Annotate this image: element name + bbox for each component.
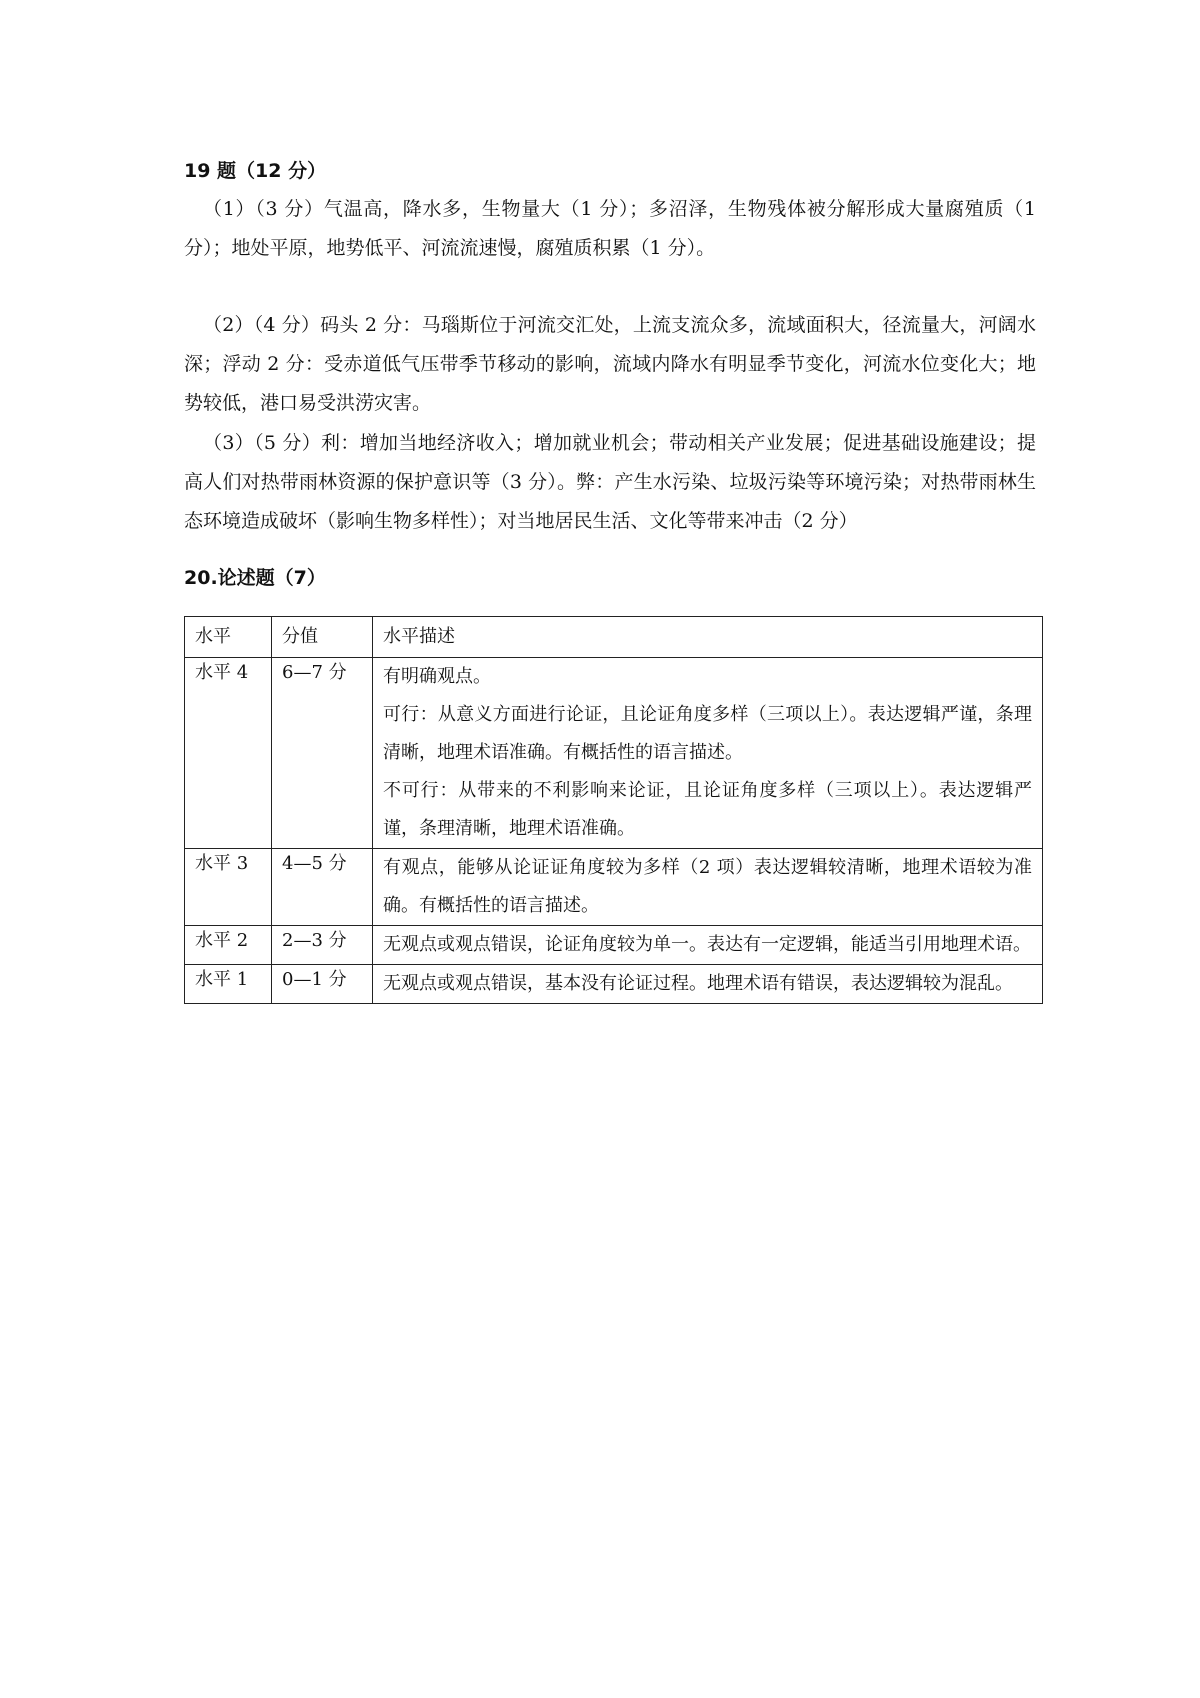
score-cell: 4—5 分 bbox=[272, 849, 373, 926]
description-line: 无观点或观点错误，基本没有论证过程。地理术语有错误，表达逻辑较为混乱。 bbox=[383, 973, 1013, 994]
level-cell: 水平 2 bbox=[185, 926, 272, 965]
description-line: 无观点或观点错误，论证角度较为单一。表达有一定逻辑，能适当引用地理术语。 bbox=[383, 934, 1031, 955]
question-19-title: 19 题（12 分） bbox=[184, 160, 327, 182]
description-line: 不可行：从带来的不利影响来论证，且论证角度多样（三项以上）。表达逻辑严谨，条理清晰，地理术语准确。 bbox=[383, 780, 1032, 839]
scoring-rubric-table bbox=[184, 616, 1043, 1004]
description-cell bbox=[373, 849, 1043, 926]
table-row bbox=[185, 926, 1043, 965]
level-cell: 水平 4 bbox=[185, 658, 272, 849]
level-cell: 水平 1 bbox=[185, 965, 272, 1004]
q19-answer-part-1: （1）（3 分）气温高，降水多，生物量大（1 分）；多沼泽，生物残体被分解形成大量腐殖质（1 分）；地处平原，地势低平、河流流速慢，腐殖质积累（1 分）。 bbox=[184, 198, 1036, 259]
description-line: 有明确观点。 bbox=[383, 666, 491, 687]
description-line: 可行：从意义方面进行论证，且论证角度多样（三项以上）。表达逻辑严谨，条理清晰，地理术语准确。有概括性的语言描述。 bbox=[383, 704, 1032, 763]
description-line: 有观点，能够从论证证角度较为多样（2 项）表达逻辑较清晰，地理术语较为准确。有概括性的语言描述。 bbox=[383, 857, 1032, 916]
q19-answer-part-2: （2）（4 分）码头 2 分：马瑙斯位于河流交汇处，上流支流众多，流域面积大，径流量大，河阔水深；浮动 2 分：受赤道低气压带季节移动的影响，流域内降水有明显季节变化，河流水位变化大；地势较低，港口易受洪涝灾害。 bbox=[184, 314, 1036, 414]
description-cell bbox=[373, 658, 1043, 849]
question-20-title: 20.论述题（7） bbox=[184, 567, 326, 589]
table-row bbox=[185, 658, 1043, 849]
score-cell: 6—7 分 bbox=[272, 658, 373, 849]
table-row bbox=[185, 965, 1043, 1004]
description-cell bbox=[373, 965, 1043, 1004]
header-description: 水平描述 bbox=[373, 617, 1043, 658]
header-score: 分值 bbox=[272, 617, 373, 658]
header-level: 水平 bbox=[185, 617, 272, 658]
q19-answer-part-3: （3）（5 分）利：增加当地经济收入；增加就业机会；带动相关产业发展；促进基础设施建设；提高人们对热带雨林资源的保护意识等（3 分）。弊：产生水污染、垃圾污染等环境污染；对热带雨林生态环境造成破坏（影响生物多样性）；对当地居民生活、文化等带来冲击（2 分） bbox=[184, 432, 1036, 532]
table-header-row bbox=[185, 617, 1043, 658]
score-cell: 2—3 分 bbox=[272, 926, 373, 965]
description-cell bbox=[373, 926, 1043, 965]
score-cell: 0—1 分 bbox=[272, 965, 373, 1004]
level-cell: 水平 3 bbox=[185, 849, 272, 926]
table-row bbox=[185, 849, 1043, 926]
